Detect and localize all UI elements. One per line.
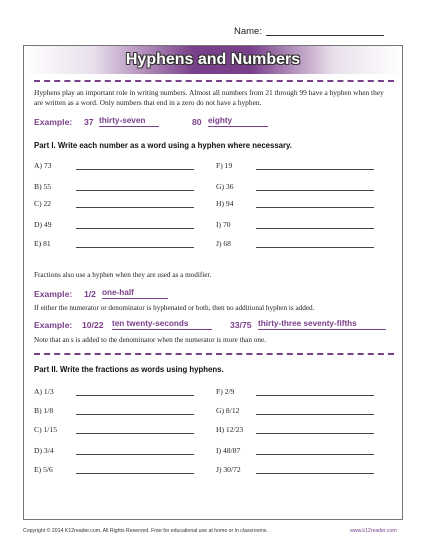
part1-item-label: A) 73	[34, 161, 52, 170]
answer-line[interactable]	[76, 190, 194, 191]
answer-line[interactable]	[256, 247, 374, 248]
part1-item-label: C) 22	[34, 199, 52, 208]
example-label: Example:	[34, 117, 73, 127]
answer-line[interactable]	[76, 414, 194, 415]
answer-line[interactable]	[256, 207, 374, 208]
part2-item-label: B) 1/8	[34, 406, 54, 415]
example-label: Example:	[34, 289, 73, 299]
part1-item-label: G) 36	[216, 182, 234, 191]
answer-line[interactable]	[76, 169, 194, 170]
part1-item-label: H) 94	[216, 199, 234, 208]
part2-item-label: I) 48/87	[216, 446, 241, 455]
intro-paragraph: Hyphens play an important role in writing numbers. Almost all numbers from 21 through 99 have a hyphen when they are written as a word. Only numbers that end in a zero do not have a hyphen.	[34, 88, 384, 107]
answer-line[interactable]	[76, 395, 194, 396]
s-note: Note that an s is added to the denominator when the numerator is more than one.	[34, 336, 266, 344]
answer-line[interactable]	[256, 454, 374, 455]
fractions-note: Fractions also use a hyphen when they are used as a modifier.	[34, 271, 212, 279]
answer-line[interactable]	[256, 433, 374, 434]
part2-item-label: F) 2/9	[216, 387, 235, 396]
part2-item-label: J) 30/72	[216, 465, 241, 474]
copyright-text: Copyright © 2014 K12reader.com. All Rights Reserved. Free for educational use at home or in classrooms.	[23, 528, 268, 534]
answer-line[interactable]	[256, 395, 374, 396]
website-link[interactable]: www.k12reader.com	[350, 528, 397, 534]
answer-line[interactable]	[76, 433, 194, 434]
page-title: Hyphens and Numbers	[125, 51, 301, 68]
answer-line[interactable]	[256, 414, 374, 415]
part1-item-label: I) 70	[216, 220, 231, 229]
example-number: 80	[192, 117, 202, 127]
answer-line[interactable]	[76, 247, 194, 248]
example-label: Example:	[34, 320, 73, 330]
rule-note: If either the numerator or denominator is hyphenated or both, then no additional hyphen is added.	[34, 304, 315, 312]
answer-line[interactable]	[256, 190, 374, 191]
answer-line[interactable]	[256, 228, 374, 229]
part2-heading: Part II. Write the fractions as words using hyphens.	[34, 365, 224, 374]
example-number: 10/22	[82, 320, 104, 330]
example-number: 1/2	[84, 289, 96, 299]
part1-item-label: E) 81	[34, 239, 51, 248]
part1-item-label: D) 49	[34, 220, 52, 229]
part1-item-label: J) 68	[216, 239, 231, 248]
part2-item-label: G) 8/12	[216, 406, 240, 415]
part1-item-label: F) 19	[216, 161, 233, 170]
divider	[34, 353, 394, 355]
example-answer: eighty	[208, 116, 268, 127]
name-label: Name:	[234, 26, 262, 37]
part2-item-label: C) 1/15	[34, 425, 57, 434]
example-answer: thirty-seven	[99, 116, 159, 127]
example-answer: one-half	[102, 288, 168, 299]
divider	[34, 80, 394, 82]
answer-line[interactable]	[256, 169, 374, 170]
example-number: 37	[84, 117, 94, 127]
answer-line[interactable]	[76, 454, 194, 455]
example-answer: ten twenty-seconds	[112, 319, 212, 330]
answer-line[interactable]	[76, 228, 194, 229]
example-number: 33/75	[230, 320, 252, 330]
part2-item-label: A) 1/3	[34, 387, 54, 396]
answer-line[interactable]	[76, 473, 194, 474]
part2-item-label: E) 5/6	[34, 465, 53, 474]
part2-item-label: H) 12/23	[216, 425, 244, 434]
name-line[interactable]	[266, 35, 384, 36]
answer-line[interactable]	[256, 473, 374, 474]
part2-item-label: D) 3/4	[34, 446, 54, 455]
answer-line[interactable]	[76, 207, 194, 208]
example-answer: thirty-three seventy-fifths	[258, 319, 386, 330]
part1-item-label: B) 55	[34, 182, 52, 191]
part1-heading: Part I. Write each number as a word using a hyphen where necessary.	[34, 141, 292, 150]
